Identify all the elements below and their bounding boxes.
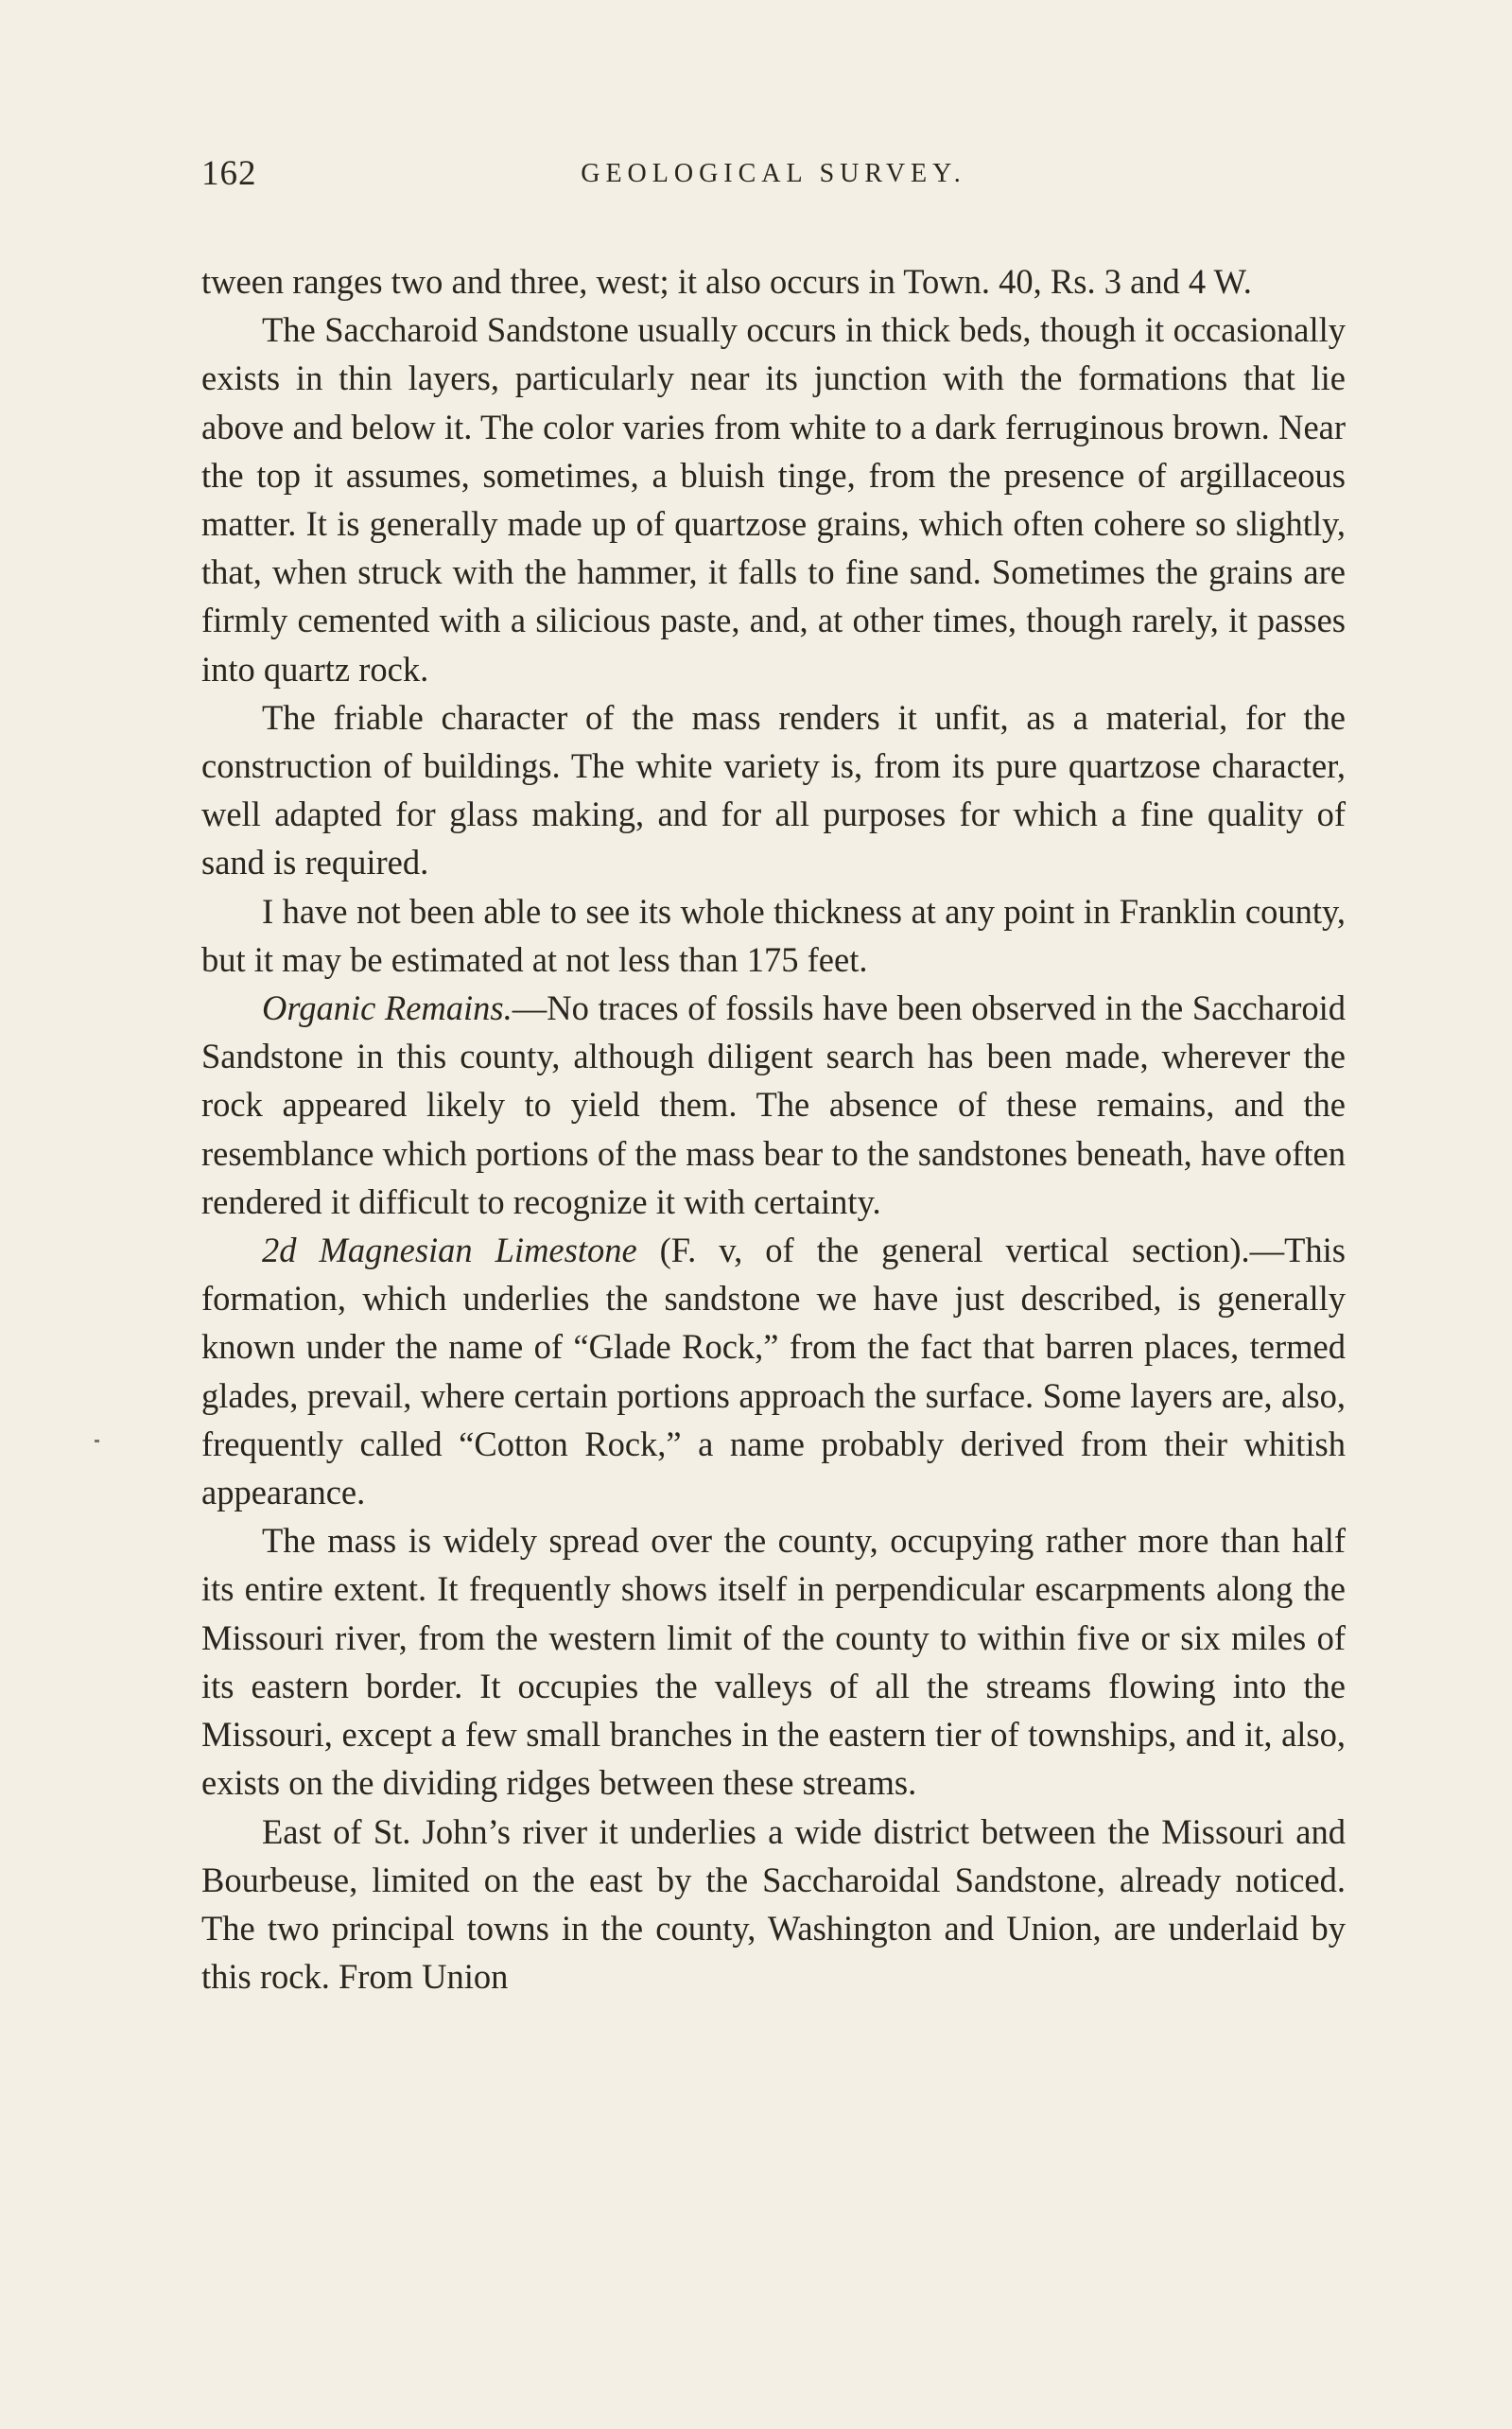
- paragraph-text: East of St. John’s river it underlies a wide district between the Missouri and Bourbeuse, limited on the east by the Saccharoidal Sandstone, already noticed. The two principal towns in the county, Washington and Union, are underlaid by this rock. From Union: [201, 1811, 1346, 1997]
- paragraph: [201, 1808, 1346, 2001]
- paragraph-text: The friable character of the mass renders it unfit, as a material, for the construction of buildings. The white variety is, from its pure quartzose character, well adapted for glass making, and for all purposes for which a fine quality of sand is required.: [201, 697, 1346, 882]
- paragraph: [201, 257, 1346, 306]
- paragraph-text: The mass is widely spread over the county, occupying rather more than half its entire extent. It frequently shows itself in perpendicular escarpments along the Missouri river, from the western limit of the county to within five or six miles of its eastern border. It occupies the valleys of all the streams flowing into the Missouri, except a few small branches in the eastern tier of townships, and it, also, exists on the dividing ridges between these streams.: [201, 1521, 1346, 1803]
- page-number: 162: [201, 154, 257, 193]
- paragraph-text: tween ranges two and three, west; it also occurs in Town. 40, Rs. 3 and 4 W.: [201, 262, 1252, 301]
- paragraph-text: I have not been able to see its whole thickness at any point in Franklin county, but it may be estimated at not less than 175 feet.: [201, 891, 1346, 979]
- paragraph: [201, 887, 1346, 984]
- paragraph: [201, 1226, 1346, 1516]
- body-text: [201, 257, 1346, 2001]
- paragraph: [201, 1516, 1346, 1807]
- section-heading-organic-remains: Organic Remains.: [262, 988, 513, 1028]
- paragraph: [201, 306, 1346, 693]
- margin-mark: [95, 1440, 99, 1442]
- paragraph-text: (F. v, of the general vertical section).—This formation, which underlies the sandstone we have just described, is generally known under the name of “Glade Rock,” from the fact that barren places, termed glades, prevail, where certain portions approach the surface. Some layers are, also, frequently called “Cotton Rock,” a name probably derived from their whitish appearance.: [201, 1231, 1346, 1512]
- paragraph-text: —No traces of fossils have been observed in the Saccharoid Sandstone in this county, although diligent search has been made, wherever the rock appeared likely to yield them. The absence of these remains, and the resemblance which portions of the mass bear to the sandstones beneath, have often rendered it difficult to recognize it with certainty.: [201, 988, 1346, 1221]
- paragraph: [201, 984, 1346, 1226]
- section-heading-magnesian-limestone: 2d Magnesian Limestone: [262, 1231, 637, 1270]
- running-head: GEOLOGICAL SURVEY.: [581, 159, 966, 188]
- paragraph: [201, 693, 1346, 887]
- page-header: [201, 153, 1346, 201]
- paragraph-text: The Saccharoid Sandstone usually occurs in thick beds, though it occasionally exists in thin layers, particularly near its junction with the formations that lie above and below it. The color varies from white to a dark ferruginous brown. Near the top it assumes, sometimes, a bluish tinge, from the presence of argillaceous matter. It is generally made up of quartzose grains, which often cohere so slightly, that, when struck with the hammer, it falls to fine sand. Sometimes the grains are firmly cemented with a silicious paste, and, at other times, though rarely, it passes into quartz rock.: [201, 310, 1346, 689]
